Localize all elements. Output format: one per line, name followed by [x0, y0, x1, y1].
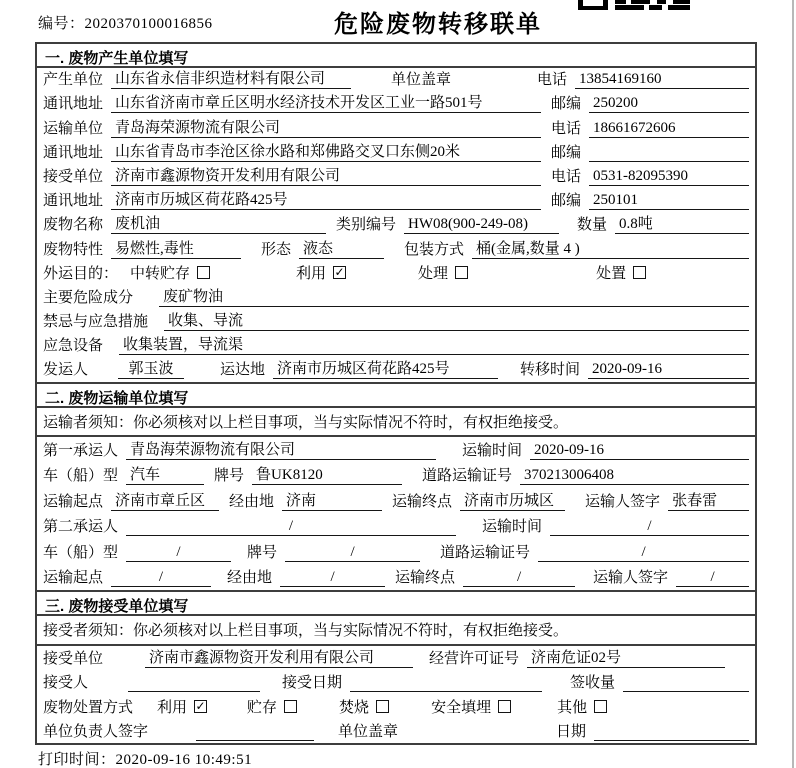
row-receiver-unit [37, 165, 755, 189]
print-time: 打印时间：2020-09-16 10:49:51 [38, 752, 253, 768]
field-label: 废物特性 [43, 241, 104, 258]
second-carrier-name: / [126, 518, 456, 536]
receiver-phone: 0531-82095390 [589, 168, 749, 186]
row-producer-address [37, 92, 755, 116]
field-label: 接受单位 [43, 168, 104, 185]
checkbox-option [130, 262, 210, 283]
field-label: 签收量 [570, 675, 616, 692]
field-label: 发运人 [43, 362, 89, 379]
field-label: 主要危险成分 [43, 289, 134, 306]
field-label: 经由地 [229, 493, 275, 510]
checkbox-label: 焚烧 [339, 699, 370, 716]
qr-code-partial-icon [578, 0, 690, 10]
field-label: 运输时间 [482, 519, 543, 536]
checkbox-label: 中转贮存 [130, 265, 191, 282]
responsible-person-signature [196, 723, 314, 741]
field-label: 电话 [551, 120, 582, 137]
section-transporter [37, 382, 755, 590]
field-label: 牌号 [214, 468, 245, 485]
operating-license-number: 济南危证02号 [527, 646, 725, 668]
field-label: 禁忌与应急措施 [43, 314, 149, 331]
checkbox-option [596, 262, 646, 283]
field-label: 废物处置方式 [43, 699, 134, 716]
doc-number-value: 2020370100016856 [84, 16, 213, 32]
field-label: 类别编号 [336, 217, 397, 234]
first-carrier-name: 青岛海荣源物流有限公司 [126, 438, 436, 460]
doc-number-label: 编号： [38, 16, 85, 32]
field-label: 接受日期 [282, 675, 343, 692]
doc-title: 危险废物转移联单 [334, 11, 542, 38]
producer-zip: 250200 [589, 95, 749, 113]
field-label: 包装方式 [404, 241, 465, 258]
section-transporter-title: 二. 废物运输单位填写 [37, 384, 755, 408]
second-route-via: / [280, 569, 385, 587]
checkbox-option [247, 696, 297, 717]
checkbox-option [418, 262, 468, 283]
checkbox-label: 贮存 [247, 699, 278, 716]
checkbox-unchecked-icon [376, 700, 389, 713]
transporter-address: 山东省青岛市李沧区徐水路和郑佛路交叉口东侧20米 [111, 140, 541, 162]
checkbox-unchecked-icon [498, 700, 511, 713]
consignor-name: 郭玉波 [118, 357, 184, 379]
field-label: 运输终点 [392, 493, 453, 510]
field-label: 车（船）型 [43, 468, 119, 485]
row-first-route [37, 488, 755, 514]
receive-date [350, 674, 542, 692]
field-label: 运输单位 [43, 120, 104, 137]
second-route-end: / [463, 569, 575, 587]
section-producer-rows [37, 68, 755, 382]
checkbox-label: 安全填埋 [431, 699, 492, 716]
field-label: 运输起点 [43, 493, 104, 510]
receiver-address: 济南市历城区荷花路425号 [111, 188, 541, 210]
field-label: 运输时间 [462, 442, 523, 459]
row-producer-unit [37, 68, 755, 92]
row-second-route [37, 565, 755, 591]
first-transport-date: 2020-09-16 [530, 442, 749, 460]
row-receive-unit [37, 646, 755, 671]
row-hazard-components [37, 286, 755, 310]
producer-address: 山东省济南市章丘区明水经济技术开发区工业一路501号 [111, 91, 541, 113]
field-label: 通讯地址 [43, 96, 104, 113]
transporter-notice: 运输者须知：你必须核对以上栏目事项，当与实际情况不符时，有权拒绝接受。 [43, 414, 569, 431]
field-label: 第二承运人 [43, 519, 119, 536]
row-consignor [37, 358, 755, 382]
receiver-seal-label: 单位盖章 [338, 724, 399, 741]
field-label: 道路运输证号 [422, 468, 513, 485]
transporter-name: 青岛海荣源物流有限公司 [111, 116, 541, 138]
section-producer-title: 一. 废物产生单位填写 [37, 44, 755, 68]
field-label: 数量 [577, 217, 608, 234]
page-edge-line [792, 0, 794, 768]
first-vehicle-type: 汽车 [126, 463, 204, 485]
row-responsible-signature [37, 720, 755, 745]
row-transport-unit [37, 116, 755, 140]
waste-form: 液态 [299, 237, 384, 259]
first-route-start: 济南市章丘区 [111, 489, 219, 511]
field-label: 日期 [556, 724, 587, 741]
field-label: 形态 [261, 241, 292, 258]
checkbox-checked-icon: ✓ [334, 264, 345, 279]
first-plate-number: 鲁UK8120 [252, 463, 402, 485]
row-emergency-equipment [37, 334, 755, 358]
doc-number [38, 12, 213, 33]
second-road-permit: / [538, 544, 749, 562]
second-plate-number: / [285, 544, 420, 562]
checkbox-unchecked-icon [633, 266, 646, 279]
checkbox-option [339, 696, 389, 717]
transfer-date: 2020-09-16 [588, 361, 749, 379]
field-label: 电话 [551, 168, 582, 185]
checkbox-unchecked-icon [284, 700, 297, 713]
field-label: 邮编 [551, 193, 582, 210]
emergency-equipment: 收集装置，导流渠 [119, 333, 749, 355]
section-receiver-rows [37, 616, 755, 744]
second-route-start: / [111, 569, 211, 587]
first-route-end: 济南市历城区 [460, 489, 565, 511]
field-label: 通讯地址 [43, 144, 104, 161]
waste-category-code: HW08(900-249-08) [404, 216, 559, 234]
checkbox-unchecked-icon [197, 266, 210, 279]
receiver-date [594, 723, 749, 741]
field-label: 单位负责人签字 [43, 724, 149, 741]
field-label: 电话 [537, 72, 568, 89]
field-label: 运输起点 [43, 570, 104, 587]
field-label: 运输人签字 [585, 493, 661, 510]
first-route-via: 济南 [282, 489, 382, 511]
receiver-person [128, 674, 260, 692]
field-label: 经营许可证号 [429, 650, 520, 667]
waste-quantity: 0.8吨 [615, 212, 749, 234]
producer-phone: 13854169160 [575, 71, 749, 89]
checkbox-unchecked-icon [594, 700, 607, 713]
hazard-components: 废矿物油 [159, 285, 749, 307]
second-carrier-signature: / [676, 569, 749, 587]
section-producer [37, 44, 755, 382]
first-carrier-signature: 张春雷 [668, 489, 749, 511]
row-first-vehicle [37, 463, 755, 489]
receiver-name: 济南市鑫源物资开发利用有限公司 [111, 164, 541, 186]
section-receiver-title: 三. 废物接受单位填写 [37, 592, 755, 616]
row-emergency-measures [37, 310, 755, 334]
transporter-phone: 18661672606 [589, 120, 749, 138]
field-label: 外运目的： [43, 265, 119, 282]
row-first-carrier [37, 437, 755, 463]
field-label: 第一承运人 [43, 442, 119, 459]
field-label: 运输终点 [395, 570, 456, 587]
field-label: 邮编 [551, 144, 582, 161]
row-transporter-notice [37, 408, 755, 437]
waste-property: 易燃性,毒性 [111, 237, 241, 259]
unit-seal-label: 单位盖章 [391, 72, 452, 89]
section-receiver [37, 590, 755, 744]
field-label: 运达地 [220, 362, 266, 379]
field-label: 通讯地址 [43, 193, 104, 210]
row-transfer-purpose [37, 262, 755, 286]
row-waste-property [37, 237, 755, 261]
signed-quantity [623, 674, 749, 692]
row-transport-address [37, 141, 755, 165]
checkbox-option [157, 696, 207, 717]
field-label: 车（船）型 [43, 544, 119, 561]
transporter-zip [589, 144, 749, 162]
row-receive-person [37, 671, 755, 696]
field-label: 接受单位 [43, 650, 104, 667]
field-label: 经由地 [227, 570, 273, 587]
field-label: 转移时间 [520, 362, 581, 379]
receiver-zip: 250101 [589, 192, 749, 210]
destination: 济南市历城区荷花路425号 [273, 357, 498, 379]
row-second-vehicle [37, 539, 755, 565]
receiver-notice: 接受者须知：你必须核对以上栏目事项，当与实际情况不符时，有权拒绝接受。 [43, 623, 569, 640]
manifest-form [35, 42, 757, 745]
first-road-permit: 370213006408 [520, 467, 749, 485]
checkbox-label: 处置 [596, 265, 627, 282]
row-second-carrier [37, 514, 755, 540]
field-label: 道路运输证号 [440, 544, 531, 561]
field-label: 产生单位 [43, 72, 104, 89]
checkbox-checked-icon: ✓ [195, 698, 206, 713]
second-transport-date: / [550, 518, 749, 536]
row-waste-name [37, 213, 755, 237]
second-vehicle-type: / [126, 544, 231, 562]
receiving-unit-name: 济南市鑫源物资开发利用有限公司 [145, 646, 413, 668]
row-disposal-method [37, 695, 755, 720]
waste-name: 废机油 [111, 212, 326, 234]
packaging-method: 桶(金属,数量 4 ) [472, 237, 749, 259]
checkbox-option [431, 696, 511, 717]
checkbox-option [296, 262, 346, 283]
checkbox-label: 利用 [296, 265, 327, 282]
field-label: 运输人签字 [593, 570, 669, 587]
field-label: 接受人 [43, 675, 89, 692]
field-label: 应急设备 [43, 338, 104, 355]
section-transporter-rows [37, 408, 755, 590]
checkbox-label: 利用 [157, 699, 188, 716]
row-receiver-address [37, 189, 755, 213]
checkbox-unchecked-icon [455, 266, 468, 279]
row-receiver-notice [37, 616, 755, 646]
checkbox-label: 处理 [418, 265, 449, 282]
field-label: 邮编 [551, 96, 582, 113]
producer-name: 山东省永信非织造材料有限公司 [111, 67, 351, 89]
field-label: 牌号 [247, 544, 278, 561]
emergency-measures: 收集、导流 [164, 309, 749, 331]
checkbox-label: 其他 [557, 699, 588, 716]
field-label: 废物名称 [43, 217, 104, 234]
checkbox-option [557, 696, 607, 717]
